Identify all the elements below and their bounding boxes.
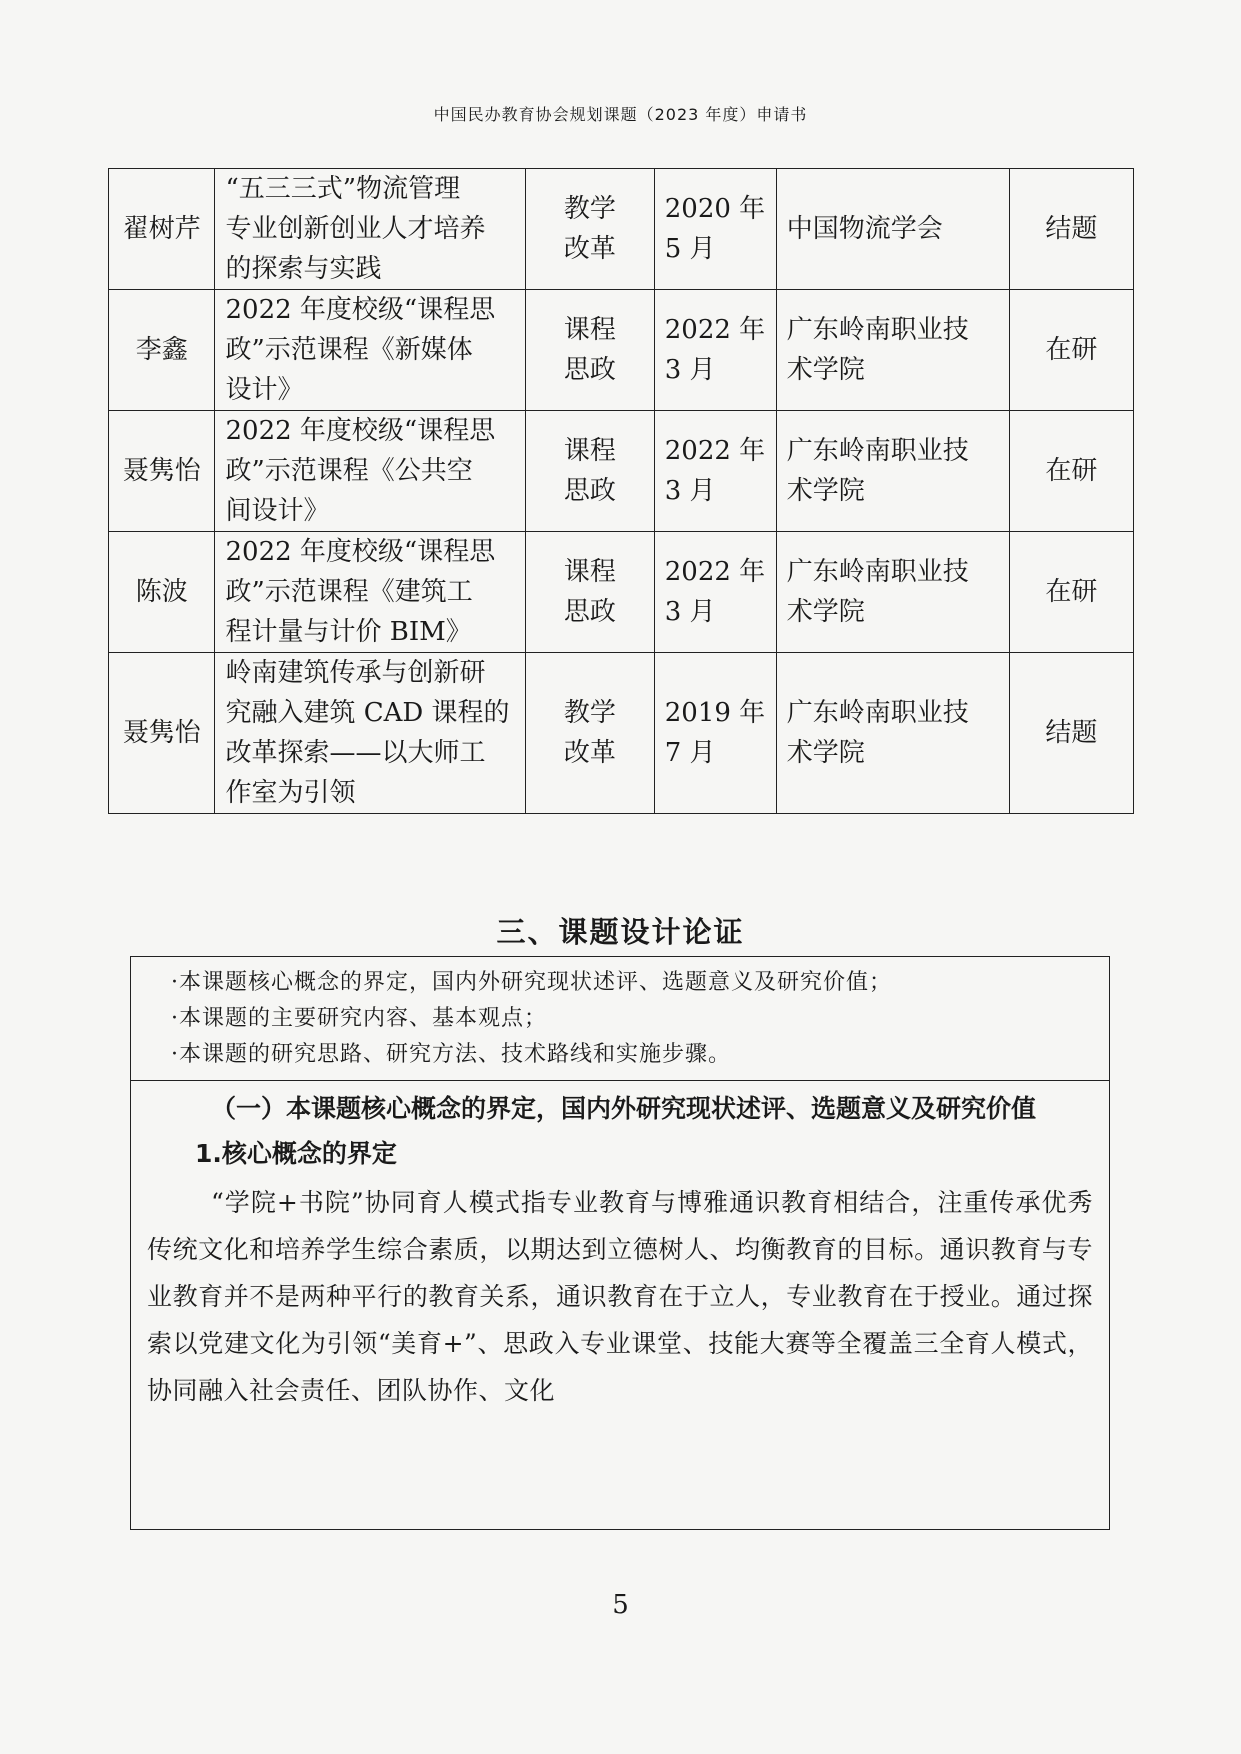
project-organization-line: 广东岭南职业技: [786, 436, 969, 466]
project-organization-line: 广东岭南职业技: [786, 698, 969, 728]
project-date-line: 2019 年: [664, 698, 766, 728]
project-type: [526, 169, 655, 290]
project-date-line: 3 月: [664, 355, 716, 385]
project-title: [215, 169, 526, 290]
project-organization: [776, 290, 1009, 411]
project-title: [215, 653, 526, 814]
project-date: [654, 169, 776, 290]
subsection-heading: （一）本课题核心概念的界定，国内外研究现状述评、选题意义及研究价值: [211, 1094, 1037, 1123]
applicant-name: 李鑫: [109, 290, 215, 411]
numbered-heading: 1.核心概念的界定: [195, 1139, 397, 1168]
project-date-line: 2020 年: [664, 194, 766, 224]
project-type-line: 课程: [563, 436, 616, 466]
project-type: [526, 411, 655, 532]
project-title-line: 政”示范课程《公共空: [225, 456, 473, 486]
applicant-name: 陈波: [109, 532, 215, 653]
project-title-line: 2022 年度校级“课程思: [225, 416, 496, 446]
project-type: [526, 290, 655, 411]
section-content: [131, 1081, 1109, 1414]
project-type-line: 改革: [563, 738, 616, 768]
project-organization-line: 术学院: [786, 476, 865, 506]
project-type: [526, 532, 655, 653]
project-status: 结题: [1009, 169, 1133, 290]
guideline-bullets: [131, 957, 1109, 1081]
project-organization-line: 中国物流学会: [786, 214, 943, 244]
project-title-line: 改革探索——以大师工: [225, 738, 486, 768]
table-row: [109, 653, 1134, 814]
project-title-line: 设计》: [225, 375, 304, 405]
project-title: [215, 411, 526, 532]
project-title-line: 政”示范课程《建筑工: [225, 577, 473, 607]
project-table: [108, 168, 1134, 814]
applicant-name: 聂隽怡: [109, 411, 215, 532]
project-status: 在研: [1009, 290, 1133, 411]
table-row: [109, 411, 1134, 532]
project-organization: [776, 653, 1009, 814]
project-title-line: 作室为引领: [225, 778, 356, 808]
project-type-line: 课程: [563, 315, 616, 345]
project-date-line: 2022 年: [664, 557, 766, 587]
project-title-line: 专业创新创业人才培养: [225, 214, 486, 244]
project-date-line: 5 月: [664, 234, 716, 264]
project-date: [654, 411, 776, 532]
project-title-line: 程计量与计价 BIM》: [225, 617, 472, 647]
project-date-line: 2022 年: [664, 315, 766, 345]
project-organization-line: 术学院: [786, 597, 865, 627]
page-header: 中国民办教育协会规划课题（2023 年度）申请书: [433, 105, 808, 124]
project-organization-line: 广东岭南职业技: [786, 557, 969, 587]
project-title-line: 2022 年度校级“课程思: [225, 537, 496, 567]
project-organization: [776, 411, 1009, 532]
table-row: [109, 169, 1134, 290]
project-type-line: 思政: [563, 476, 616, 506]
section-title: 三、课题设计论证: [496, 915, 745, 949]
project-date: [654, 290, 776, 411]
project-title-line: 间设计》: [225, 496, 330, 526]
project-type-line: 思政: [563, 597, 616, 627]
project-title: [215, 290, 526, 411]
project-status: 结题: [1009, 653, 1133, 814]
table-row: [109, 532, 1134, 653]
project-title-line: 2022 年度校级“课程思: [225, 295, 496, 325]
project-type-line: 改革: [563, 234, 616, 264]
project-date-line: 2022 年: [664, 436, 766, 466]
project-date-line: 3 月: [664, 476, 716, 506]
project-organization-line: 术学院: [786, 355, 865, 385]
project-date-line: 7 月: [664, 738, 716, 768]
project-status: 在研: [1009, 411, 1133, 532]
project-title-line: 政”示范课程《新媒体: [225, 335, 473, 365]
project-type-line: 思政: [563, 355, 616, 385]
applicant-name: 翟树芹: [109, 169, 215, 290]
bullet-item: ·本课题的研究思路、研究方法、技术路线和实施步骤。: [171, 1042, 731, 1067]
applicant-name: 聂隽怡: [109, 653, 215, 814]
project-organization-line: 广东岭南职业技: [786, 315, 969, 345]
project-title-line: 究融入建筑 CAD 课程的: [225, 698, 510, 728]
project-date: [654, 653, 776, 814]
bullet-item: ·本课题的主要研究内容、基本观点；: [171, 1006, 547, 1031]
project-title-line: 的探索与实践: [225, 254, 382, 284]
bullet-item: ·本课题核心概念的界定，国内外研究现状述评、选题意义及研究价值；: [171, 970, 892, 995]
body-paragraph: “学院+书院”协同育人模式指专业教育与博雅通识教育相结合，注重传承优秀传统文化和培养学生综合素质，以期达到立德树人、均衡教育的目标。通识教育与专业教育并不是两种平行的教育关系，通识教育在于立人，专业教育在于授业。通过探索以党建文化为引领“美育+”、思政入专业课堂、技能大赛等全覆盖三全育人模式，协同融入社会责任、团队协作、文化: [147, 1188, 1093, 1405]
project-type-line: 教学: [563, 194, 616, 224]
project-title-line: “五三三式”物流管理: [225, 174, 461, 204]
project-type-line: 课程: [563, 557, 616, 587]
project-type-line: 教学: [563, 698, 616, 728]
project-title-line: 岭南建筑传承与创新研: [225, 658, 486, 688]
project-title: [215, 532, 526, 653]
project-date: [654, 532, 776, 653]
project-organization: [776, 169, 1009, 290]
table-row: [109, 290, 1134, 411]
page-number: 5: [612, 1590, 629, 1620]
project-organization: [776, 532, 1009, 653]
project-organization-line: 术学院: [786, 738, 865, 768]
project-type: [526, 653, 655, 814]
design-argument-box: [130, 956, 1110, 1530]
project-date-line: 3 月: [664, 597, 716, 627]
project-status: 在研: [1009, 532, 1133, 653]
